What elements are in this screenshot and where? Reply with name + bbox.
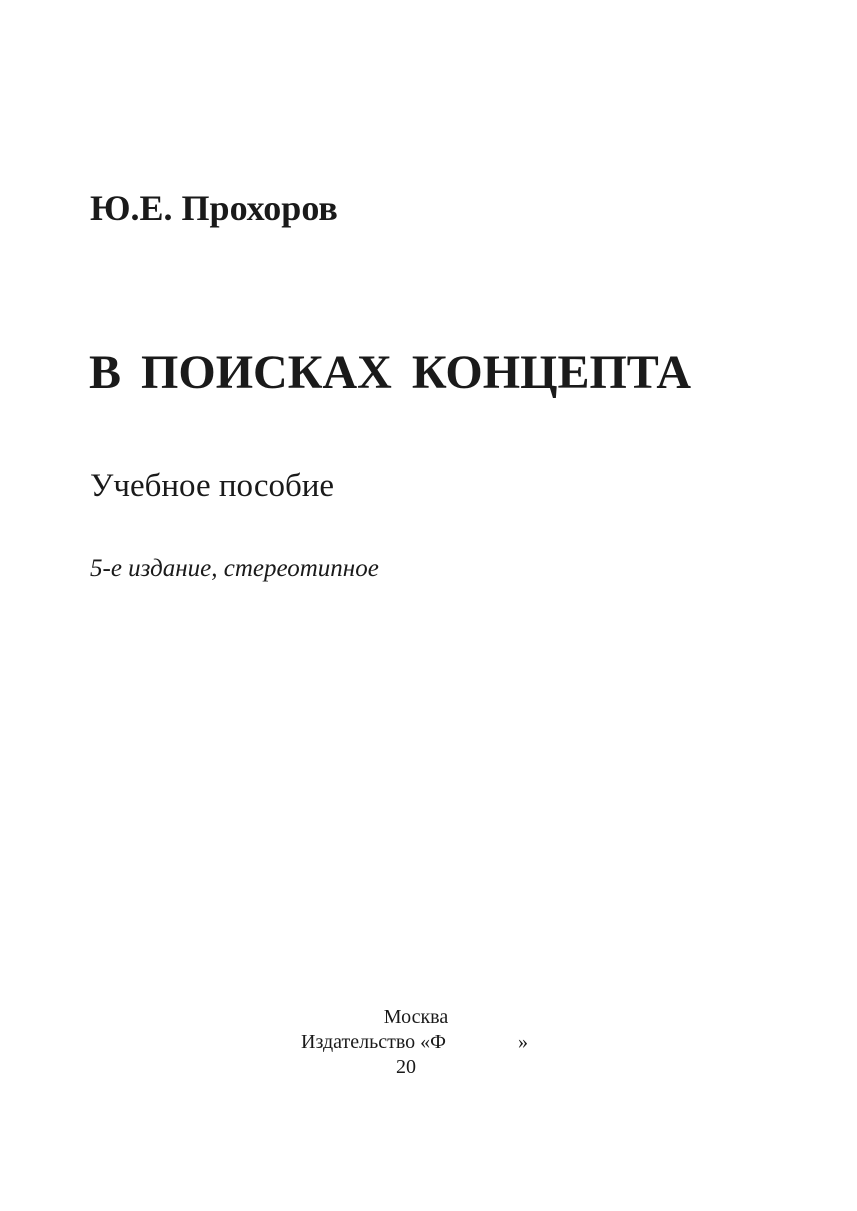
book-subtitle: Учебное пособие <box>90 468 335 504</box>
publisher-name-end: » <box>517 1031 528 1053</box>
edition-note: 5-е издание, стереотипное <box>90 555 379 582</box>
book-title: В ПОИСКАХ КОНЦЕПТА <box>89 346 692 399</box>
publisher-name-start: Издательство «Ф <box>301 1031 446 1053</box>
imprint-city: Москва <box>383 1006 449 1028</box>
author-name: Ю.Е. Прохоров <box>90 188 338 228</box>
imprint-publisher <box>301 1029 528 1055</box>
imprint-year: 20 <box>396 1056 416 1078</box>
